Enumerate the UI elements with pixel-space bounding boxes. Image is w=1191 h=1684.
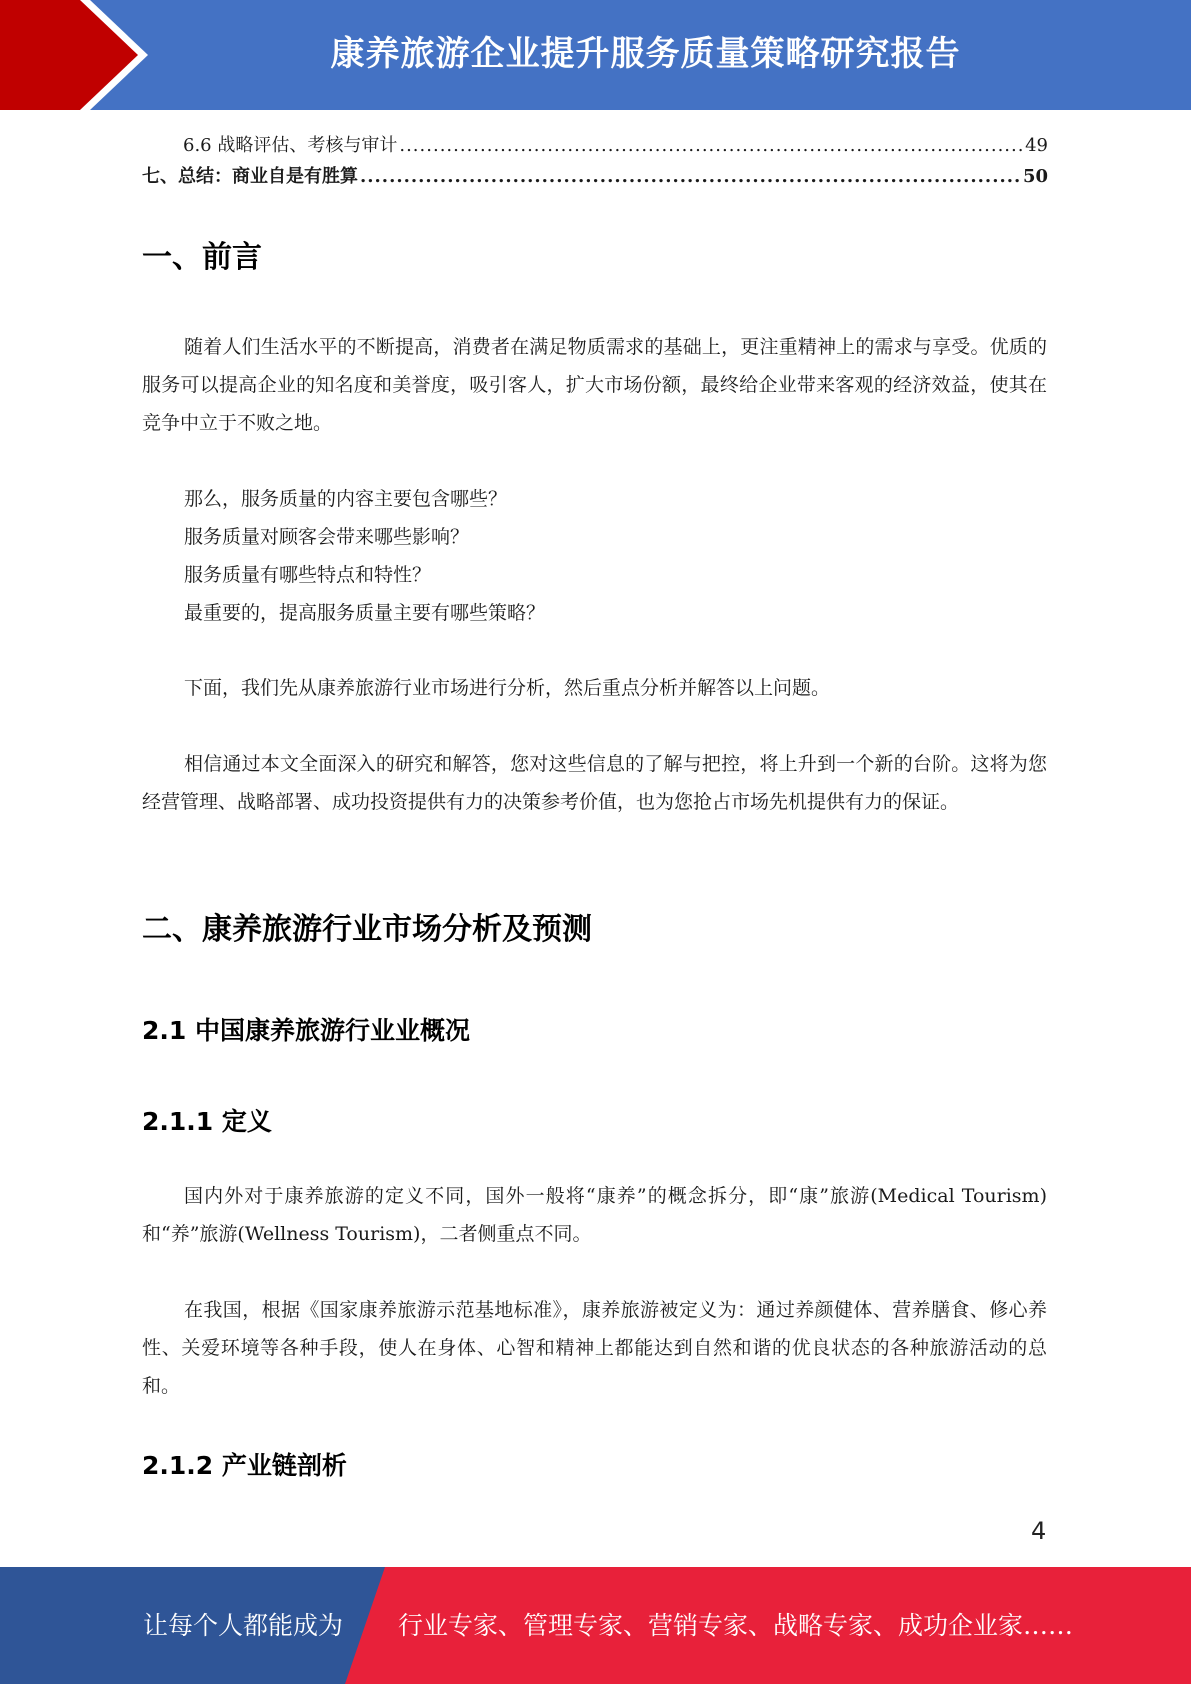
- toc-entry-page: 50: [1022, 166, 1048, 187]
- preface-question-1: 那么，服务质量的内容主要包含哪些？: [184, 488, 508, 510]
- toc-leader-dots: [360, 166, 1021, 187]
- toc-entry-7[interactable]: [142, 162, 1048, 188]
- toc-leader-dots: [399, 135, 1023, 156]
- section-heading-preface: 一、前言: [142, 240, 262, 275]
- preface-paragraph-2: 下面，我们先从康养旅游行业市场进行分析，然后重点分析并解答以上问题。: [184, 677, 831, 699]
- preface-question-4: 最重要的，提高服务质量主要有哪些策略？: [184, 602, 546, 624]
- footer-slogan-left: 让每个人都能成为: [143, 1611, 344, 1640]
- preface-paragraph-3: 相信通过本文全面深入的研究和解答，您对这些信息的了解与把控，将上升到一个新的台阶。这将为您经营管理、战略部署、成功投资提供有力的决策参考价值，也为您抢占市场先机提供有力的保证。: [142, 753, 1047, 813]
- page-number: 4: [1031, 1517, 1047, 1545]
- toc-entry-label: 6.6 战略评估、考核与审计: [183, 135, 398, 156]
- definition-paragraph-1: 国内外对于康养旅游的定义不同，国外一般将“康养”的概念拆分，即“康”旅游(Medical Tourism)和“养”旅游(Wellness Tourism)，二者侧重点不同。: [142, 1185, 1047, 1245]
- footer-slogan-right: 行业专家、管理专家、营销专家、战略专家、成功企业家……: [398, 1611, 1074, 1640]
- page-header: [0, 0, 1191, 110]
- section-heading-market-analysis: 二、康养旅游行业市场分析及预测: [142, 912, 592, 947]
- report-title: 康养旅游企业提升服务质量策略研究报告: [330, 34, 961, 74]
- subsection-heading-2-1: 2.1 中国康养旅游行业业概况: [142, 1016, 470, 1045]
- toc-entry-label: 七、总结：商业自是有胜算: [142, 166, 358, 187]
- preface-paragraph-1: 随着人们生活水平的不断提高，消费者在满足物质需求的基础上，更注重精神上的需求与享受。优质的服务可以提高企业的知名度和美誉度，吸引客人，扩大市场份额，最终给企业带来客观的经济效益，使其在竞争中立于不败之地。: [142, 336, 1047, 434]
- definition-paragraph-2: 在我国，根据《国家康养旅游示范基地标准》，康养旅游被定义为：通过养颜健体、营养膳食、修心养性、关爱环境等各种手段，使人在身体、心智和精神上都能达到自然和谐的优良状态的各种旅游活动的总和。: [142, 1299, 1047, 1397]
- toc-entry-page: 49: [1025, 135, 1048, 156]
- header-arrow-decoration: [0, 0, 160, 110]
- preface-question-3: 服务质量有哪些特点和特性？: [184, 564, 432, 586]
- page-footer: [0, 1567, 1191, 1684]
- subsection-heading-2-1-1: 2.1.1 定义: [142, 1107, 272, 1136]
- toc-entry-6-6[interactable]: [183, 131, 1048, 157]
- preface-question-2: 服务质量对顾客会带来哪些影响？: [184, 526, 470, 548]
- subsection-heading-2-1-2: 2.1.2 产业链剖析: [142, 1451, 347, 1480]
